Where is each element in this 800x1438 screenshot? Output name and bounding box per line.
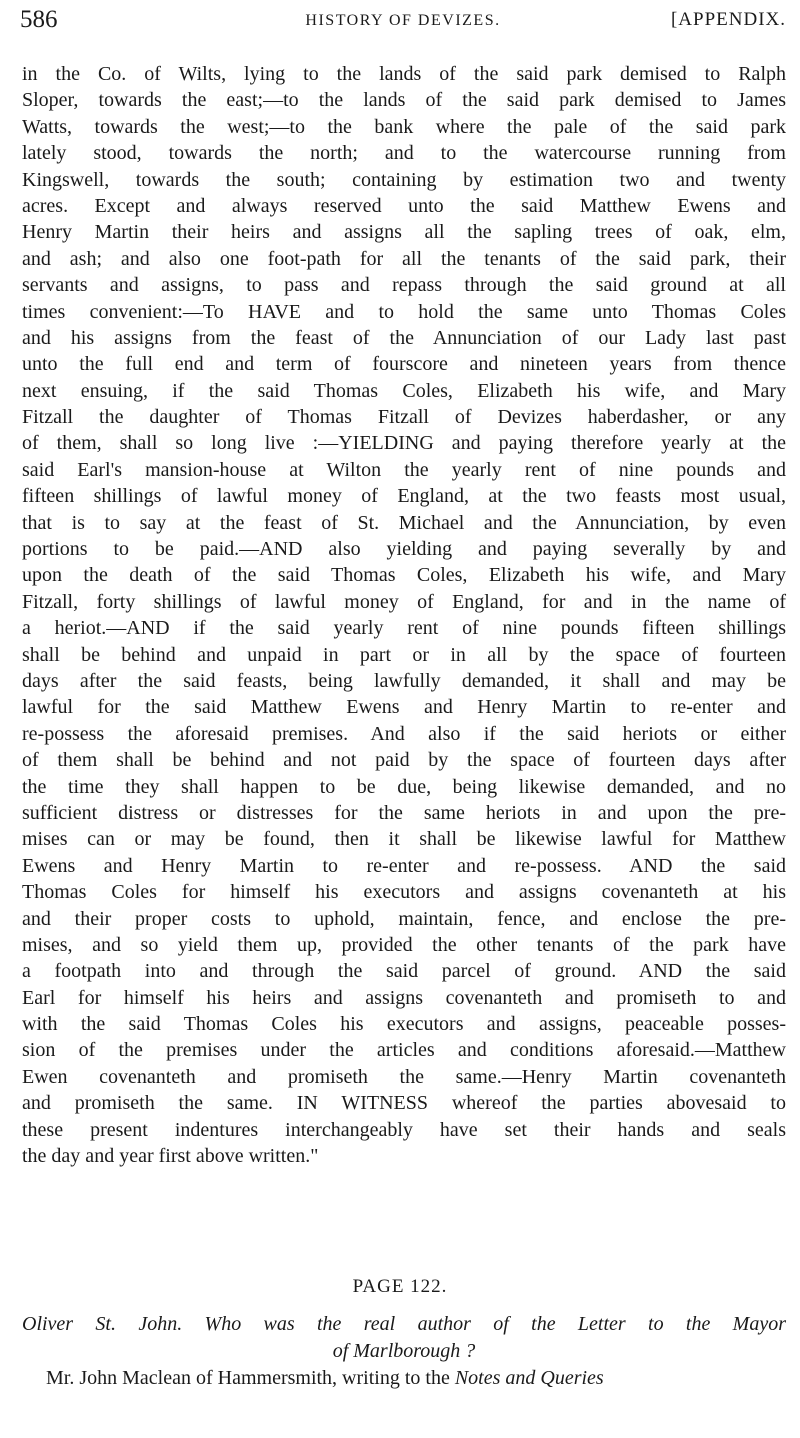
text-line: times convenient:—To HAVE and to hold the same unto Thomas Coles — [22, 300, 786, 323]
text-line: of them shall be behind and not paid by the space of fourteen days after — [22, 749, 786, 772]
text-line: Kingswell, towards the south; containing by estimation two and twenty — [22, 168, 786, 191]
text-line: portions to be paid.—AND also yielding and paying severally by and — [22, 538, 786, 561]
text-line: and his assigns from the feast of the Annunciation of our Lady last past — [22, 326, 786, 349]
text-line: Ewen covenanteth and promiseth the same.—Henry Martin covenanteth — [22, 1065, 786, 1088]
publication-title: Notes and Queries — [454, 1367, 604, 1389]
text-line: mises, and so yield them up, provided the other tenants of the park have — [22, 933, 786, 956]
section-heading: PAGE 122. — [352, 1276, 448, 1297]
text-line: said Earl's mansion-house at Wilton the yearly rent of nine pounds and — [22, 458, 786, 481]
text-line: the time they shall happen to be due, being likewise demanded, and no — [22, 775, 786, 798]
note-text: Mr. John Maclean of Hammersmith, writing to the — [46, 1367, 455, 1389]
text-line: acres. Except and always reserved unto the said Matthew Ewens and — [22, 194, 786, 217]
text-line: Thomas Coles for himself his executors and assigns covenanteth at his — [22, 881, 786, 904]
text-line: sion of the premises under the articles and conditions aforesaid.—Matthew — [22, 1039, 786, 1062]
text-line: sufficient distress or distresses for the same heriots in and upon the pre- — [22, 801, 786, 824]
note-query-line: Oliver St. John. Who was the real author of the Letter to the Mayor — [22, 1313, 786, 1335]
text-line: with the said Thomas Coles his executors and assigns, peaceable posses- — [22, 1013, 786, 1036]
text-line: servants and assigns, to pass and repass through the said ground at all — [22, 274, 786, 297]
text-line: Sloper, towards the east;—to the lands of the said park demised to James — [22, 89, 786, 112]
text-line: Earl for himself his heirs and assigns covenanteth and promiseth to and — [22, 986, 786, 1009]
text-line: lawful for the said Matthew Ewens and Henry Martin to re-enter and — [22, 696, 786, 719]
text-line: and ash; and also one foot-path for all the tenants of the said park, their — [22, 247, 786, 270]
text-line: that is to say at the feast of St. Michael and the Annunciation, by even — [22, 511, 786, 534]
note-query-line: of Marlborough ? — [332, 1340, 476, 1362]
note-text-line — [22, 1365, 786, 1392]
running-title: HISTORY OF DEVIZES. — [305, 12, 501, 29]
text-line: Henry Martin their heirs and assigns all the sapling trees of oak, elm, — [22, 221, 786, 244]
text-line: upon the death of the said Thomas Coles, Elizabeth his wife, and Mary — [22, 564, 786, 587]
text-line: days after the said feasts, being lawfully demanded, it shall and may be — [22, 669, 786, 692]
text-line: re-possess the aforesaid premises. And also if the said heriots or either — [22, 722, 786, 745]
page-number: 586 — [20, 6, 58, 33]
text-line: lately stood, towards the north; and to the watercourse running from — [22, 142, 786, 165]
text-line: Fitzall, forty shillings of lawful money of England, for and in the name of — [22, 590, 786, 613]
section-label: [APPENDIX. — [670, 9, 786, 30]
text-line: next ensuing, if the said Thomas Coles, Elizabeth his wife, and Mary — [22, 379, 786, 402]
text-line: and promiseth the same. IN WITNESS whereof the parties abovesaid to — [22, 1092, 786, 1115]
text-line: unto the full end and term of fourscore and nineteen years from thence — [22, 353, 786, 376]
text-line: of them, shall so long live :—YIELDING and paying therefore yearly at the — [22, 432, 786, 455]
text-line: fifteen shillings of lawful money of England, at the two feasts most usual, — [22, 485, 786, 508]
body-text — [22, 61, 786, 1169]
text-line: Ewens and Henry Martin to re-enter and re-possess. AND the said — [22, 854, 786, 877]
text-line: Fitzall the daughter of Thomas Fitzall of Devizes haberdasher, or any — [22, 406, 786, 429]
text-line: shall be behind and unpaid in part or in all by the space of fourteen — [22, 643, 786, 666]
text-line: and their proper costs to uphold, maintain, fence, and enclose the pre- — [22, 907, 786, 930]
text-line: these present indentures interchangeably have set their hands and seals — [22, 1118, 786, 1141]
text-line: mises can or may be found, then it shall be likewise lawful for Matthew — [22, 828, 786, 851]
text-line: the day and year first above written." — [22, 1145, 319, 1168]
text-line: Watts, towards the west;—to the bank where the pale of the said park — [22, 115, 786, 138]
text-line: a footpath into and through the said parcel of ground. AND the said — [22, 960, 786, 983]
running-head — [20, 6, 786, 40]
note-block — [22, 1311, 786, 1392]
text-line: in the Co. of Wilts, lying to the lands of the said park demised to Ralph — [22, 63, 786, 85]
text-line: a heriot.—AND if the said yearly rent of nine pounds fifteen shillings — [22, 617, 786, 640]
